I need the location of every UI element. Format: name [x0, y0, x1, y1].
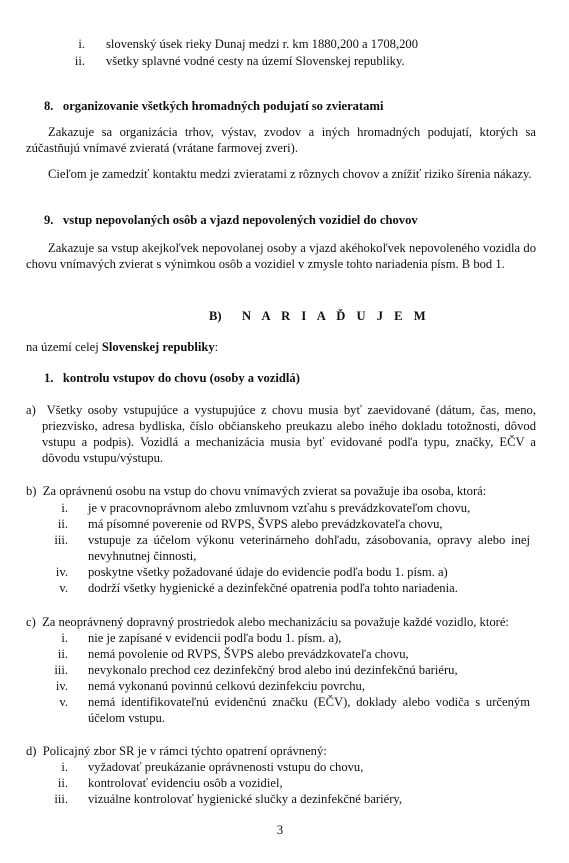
list-number: ii. — [74, 54, 85, 68]
list-item-text: je v pracovnoprávnom alebo zmluvnom vzťahu s prevádzkovateľom chovu, — [88, 501, 471, 515]
list-number: i. — [61, 631, 68, 645]
section-9-paragraph: Zakazuje sa vstup akejkoľvek nepovolanej osoby a vjazd akéhokoľvek nepovoleného vozidla do chovu vnímavých zvierat s výnimkou osôb a vozidiel v zmysle tohto nariadenia písm. B bod 1. — [26, 241, 536, 271]
item-a-text: a) Všetky osoby vstupujúce a vystupujúce z chovu musia byť zaevidované (dátum, čas, meno, priezvisko, adresa bydliska, číslo občianskeho preukazu alebo iného dokladu totožnosti, dôvod vstupu a podpis). Vozidlá a mechanizácia musia byť evidované podľa typu, značky, EČV a dôvodu vstupu/výstupu. — [26, 403, 536, 465]
list-item-text: všetky splavné vodné cesty na území Slovenskej republiky. — [106, 54, 405, 68]
list-item-text: vyžadovať preukázanie oprávnenosti vstupu do chovu, — [88, 760, 364, 774]
item-d-lead: d) Policajný zbor SR je v rámci týchto opatrení oprávnený: — [26, 744, 327, 758]
item-c-lead: c) Za neoprávnený dopravný prostriedok alebo mechanizáciu sa považuje každé vozidlo, ktoré: — [26, 615, 509, 629]
list-item-text: slovenský úsek rieky Dunaj medzi r. km 1880,200 a 1708,200 — [106, 37, 419, 51]
list-number: iii. — [54, 533, 68, 547]
list-item-text: dodrží všetky hygienické a dezinfekčné opatrenia podľa tohto nariadenia. — [88, 581, 458, 595]
list-item-text: má písomné poverenie od RVPS, ŠVPS alebo prevádzkovateľa chovu, — [88, 517, 443, 531]
intro-colon: : — [214, 340, 219, 354]
section-b-heading-1: 1. kontrolu vstupov do chovu (osoby a vozidlá) — [44, 371, 300, 385]
list-number: iii. — [54, 792, 68, 806]
list-number: i. — [61, 501, 68, 515]
list-number: ii. — [57, 517, 68, 531]
list-number: i. — [61, 760, 68, 774]
list-number: v. — [59, 695, 68, 709]
section-b-intro — [26, 339, 218, 355]
list-item-text: nie je zapísané v evidencii podľa bodu 1. písm. a), — [88, 631, 342, 645]
list-item-text: kontrolovať evidenciu osôb a vozidiel, — [88, 776, 283, 790]
page-number: 3 — [276, 823, 284, 837]
section-9-heading: 9. vstup nepovolaných osôb a vjazd nepovolených vozidiel do chovov — [44, 213, 418, 227]
section-b-letter: B) — [209, 309, 222, 323]
list-number: v. — [59, 581, 68, 595]
item-b-lead: b) Za oprávnenú osobu na vstup do chovu vnímavých zvierat sa považuje iba osoba, ktorá: — [26, 484, 487, 498]
list-item-text: vizuálne kontrolovať hygienické slučky a dezinfekčné bariéry, — [88, 792, 403, 806]
section-8-paragraph-1: Zakazuje sa organizácia trhov, výstav, zvodov a iných hromadných podujatí, ktorých sa zúčastňujú vnímavé zvieratá (vrátane farmovej zveri). — [26, 125, 536, 155]
list-number: ii. — [57, 776, 68, 790]
intro-bold-text: Slovenskej republiky — [101, 340, 215, 354]
list-item-text: nemá identifikovateľnú evidenčnú značku (EČV), doklady alebo vodiča s určeným účelom vstupu. — [88, 695, 530, 725]
intro-text: na území celej — [26, 340, 102, 354]
list-number: i. — [78, 37, 85, 51]
list-item-text: vstupuje za účelom výkonu veterinárneho dohľadu, zásobovania, opravy alebo inej nevyhnutnej činnosti, — [88, 533, 530, 563]
list-item-text: nemá vykonanú povinnú celkovú dezinfekciu povrchu, — [88, 679, 365, 693]
list-item-text: nevykonalo prechod cez dezinfekčný brod alebo inú dezinfekčnú bariéru, — [88, 663, 458, 677]
list-number: ii. — [57, 647, 68, 661]
list-item-text: nemá povolenie od RVPS, ŠVPS alebo prevádzkovateľa chovu, — [88, 647, 409, 661]
item-a-paragraph — [26, 402, 536, 466]
list-number: iv. — [55, 679, 68, 693]
list-item-text: poskytne všetky požadované údaje do evidencie podľa bodu 1. písm. a) — [88, 565, 448, 579]
section-8-heading: 8. organizovanie všetkých hromadných podujatí so zvieratami — [44, 99, 384, 113]
section-b-title: N A R I A Ď U J E M — [242, 309, 430, 323]
list-number: iv. — [55, 565, 68, 579]
section-8-paragraph-2: Cieľom je zamedziť kontaktu medzi zvieratami z rôznych chovov a znížiť riziko šírenia nákazy. — [48, 167, 532, 181]
list-number: iii. — [54, 663, 68, 677]
